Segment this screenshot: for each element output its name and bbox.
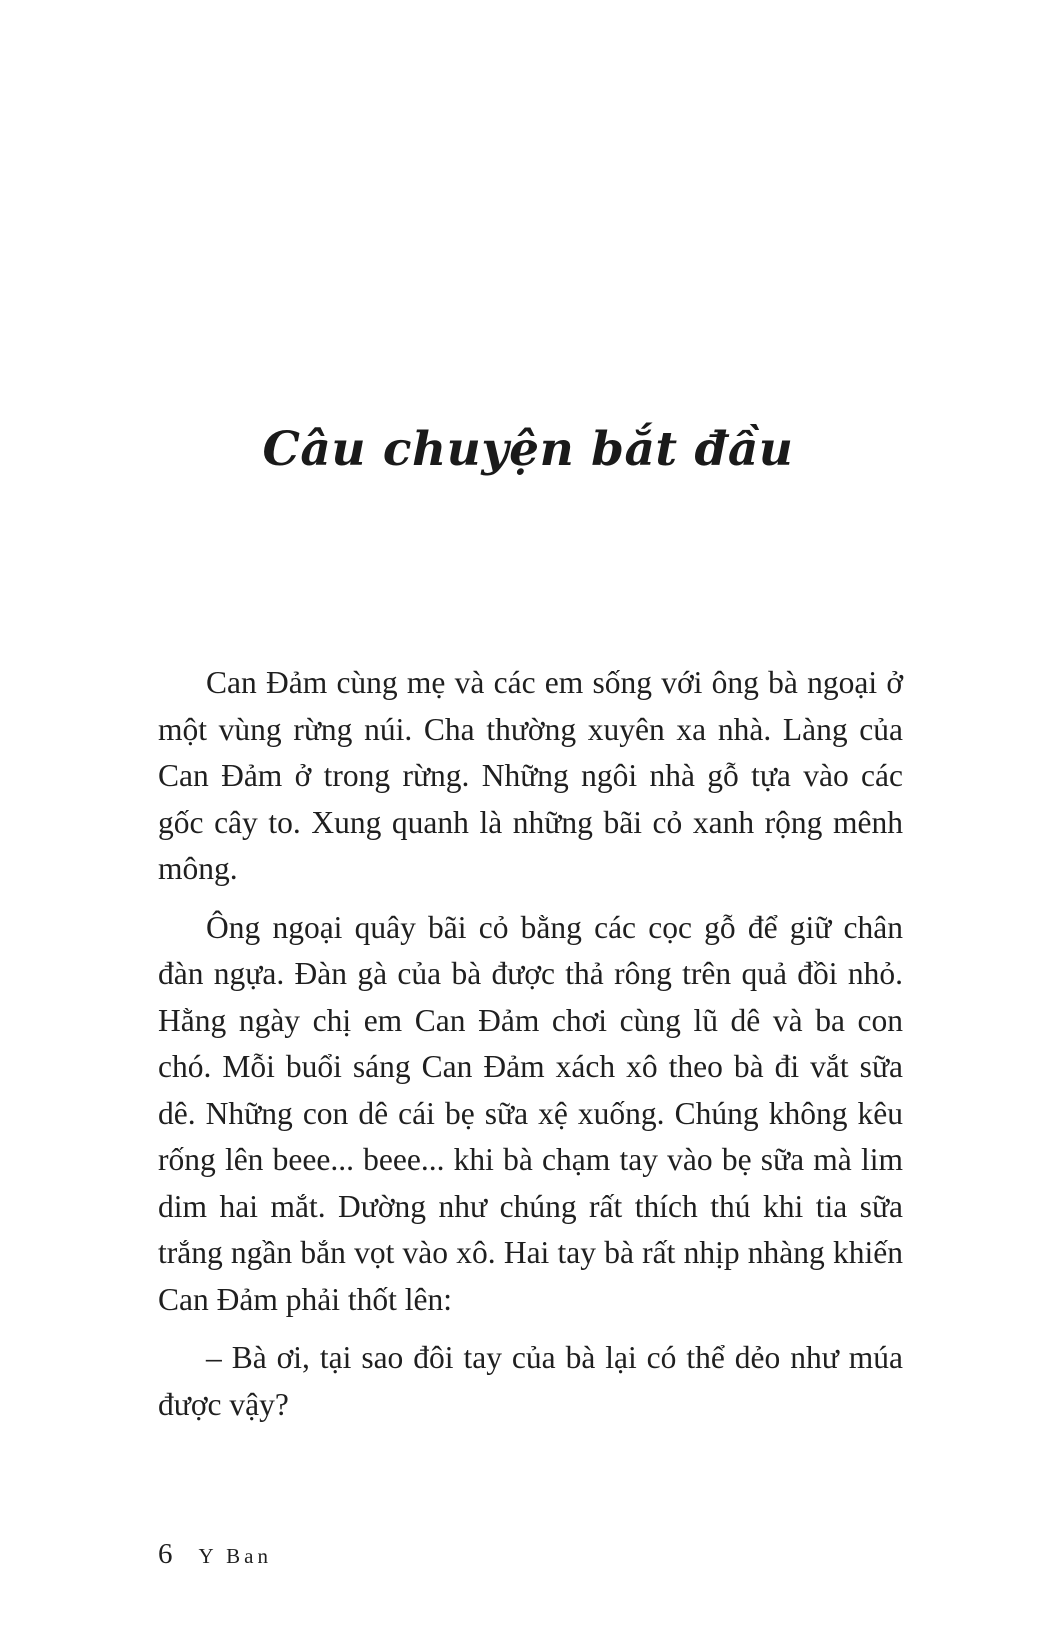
author-name: Y Ban: [198, 1544, 272, 1568]
paragraph: Can Đảm cùng mẹ và các em sống với ông bà ngoại ở một vùng rừng núi. Cha thường xuyên xa nhà. Làng của Can Đảm ở trong rừng. Những ngôi nhà gỗ tựa vào các gốc cây to. Xung quanh là những bãi cỏ xanh rộng mênh mông.: [158, 665, 903, 886]
body-text: [158, 660, 903, 1440]
page-number: 6: [158, 1538, 173, 1570]
paragraph: Ông ngoại quây bãi cỏ bằng các cọc gỗ để giữ chân đàn ngựa. Đàn gà của bà được thả rông trên quả đồi nhỏ. Hằng ngày chị em Can Đảm chơi cùng lũ dê và ba con chó. Mỗi buổi sáng Can Đảm xách xô theo bà đi vắt sữa dê. Những con dê cái bẹ sữa xệ xuống. Chúng không kêu rống lên beee... beee... khi bà chạm tay vào bẹ sữa mà lim dim hai mắt. Dường như chúng rất thích thú khi tia sữa trắng ngần bắn vọt vào xô. Hai tay bà rất nhịp nhàng khiến Can Đảm phải thốt lên:: [158, 909, 903, 1317]
paragraph-dialogue: – Bà ơi, tại sao đôi tay của bà lại có thể dẻo như múa được vậy?: [158, 1340, 903, 1422]
chapter-title: Câu chuyện bắt đầu: [262, 422, 794, 477]
page-footer: [158, 1538, 272, 1571]
